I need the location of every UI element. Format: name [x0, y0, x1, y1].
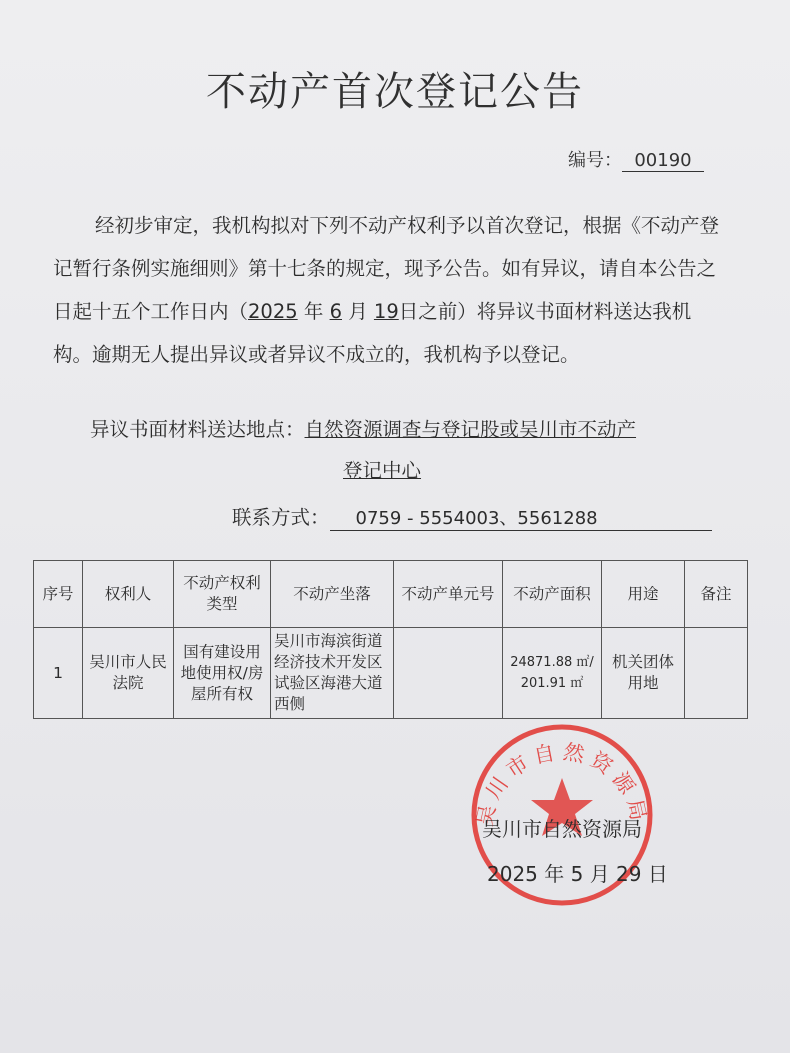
deadline-month: 6 [329, 300, 342, 323]
contact-info [232, 502, 712, 531]
cell-area: 24871.88 ㎡/ 201.91 ㎡ [503, 628, 602, 719]
header-unit-number: 不动产单元号 [394, 561, 503, 628]
cell-unit-number [394, 628, 503, 719]
objection-label: 异议书面材料送达地点： [90, 418, 305, 441]
cell-location: 吴川市海滨街道经济技术开发区试验区海港大道西侧 [271, 628, 394, 719]
issue-date: 2025 年 5 月 29 日 [487, 862, 668, 886]
header-location: 不动产坐落 [271, 561, 394, 628]
header-owner: 权利人 [83, 561, 174, 628]
deadline-year: 2025 [248, 300, 298, 323]
deadline-day: 19 [373, 300, 399, 323]
notice-text-part1: 经初步审定，我机构拟对下列不动产权利予以首次登记，根据《不动产登记暂行条例实施细则》第十七条的规定，现予公告。如有异议，请自本公告之日起十五个工作日内（ [53, 214, 720, 323]
header-right-type: 不动产权利类型 [174, 561, 271, 628]
cell-remark [685, 628, 748, 719]
issuer-name: 吴川市自然资源局 [482, 817, 642, 841]
seal-text: 吴川市自然资源局 [472, 739, 652, 829]
header-index: 序号 [34, 561, 83, 628]
notice-text-part2: 日之前）将异议书面材料送达我机构。逾期无人提出异议或者异议不成立的，我机构予以登记。 [53, 300, 692, 366]
objection-address [90, 412, 636, 448]
cell-owner: 吴川市人民法院 [83, 628, 174, 719]
serial-number [568, 146, 704, 172]
notice-body [53, 204, 723, 376]
deadline-year-unit: 年 [303, 300, 324, 323]
header-remark: 备注 [685, 561, 748, 628]
serial-label: 编号： [568, 150, 622, 171]
deadline-month-unit: 月 [348, 300, 368, 323]
cell-usage: 机关团体用地 [602, 628, 685, 719]
cell-index: 1 [34, 628, 83, 719]
header-area: 不动产面积 [503, 561, 602, 628]
objection-place-line2: 登记中心 [343, 459, 422, 482]
table-header-row [34, 561, 748, 628]
page-title: 不动产首次登记公告 [206, 69, 584, 115]
table-row [34, 628, 748, 719]
serial-value: 00190 [622, 150, 704, 172]
cell-right-type: 国有建设用地使用权/房屋所有权 [174, 628, 271, 719]
objection-place-line1: 自然资源调查与登记股或吴川市不动产 [304, 418, 637, 441]
registration-table [33, 560, 748, 719]
header-usage: 用途 [602, 561, 685, 628]
contact-label: 联系方式： [232, 506, 330, 529]
contact-value: 0759 - 5554003、5561288 [330, 504, 712, 531]
